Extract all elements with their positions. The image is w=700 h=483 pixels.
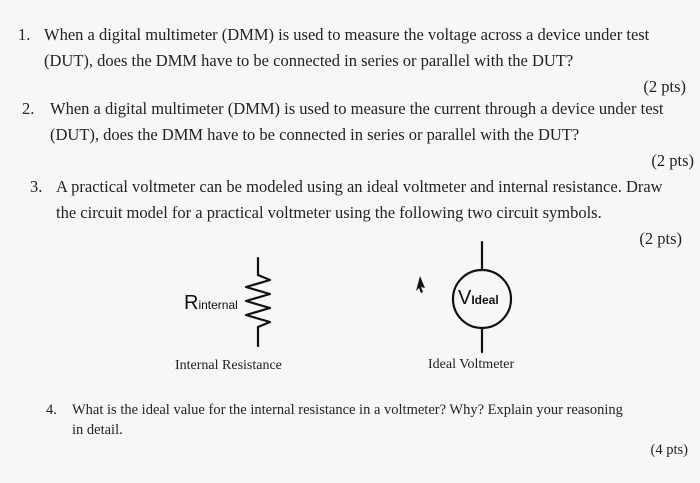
question-3-line-2: the circuit model for a practical voltmeter using the following two circuit symbols. [56, 203, 602, 222]
question-4-points: (4 pts) [650, 442, 688, 458]
question-3-line-1: A practical voltmeter can be modeled using an ideal voltmeter and internal resistance. Draw [56, 177, 663, 196]
voltmeter-label-main: V [458, 287, 472, 309]
question-1-points: (2 pts) [643, 77, 686, 96]
question-4 [46, 400, 688, 458]
question-1 [18, 22, 686, 96]
question-1-line-2: (DUT), does the DMM have to be connected in series or parallel with the DUT? [44, 51, 574, 70]
question-1-number: 1. [18, 25, 31, 44]
resistor-caption: Internal Resistance [175, 358, 282, 373]
cursor-icon [416, 276, 425, 293]
question-2 [22, 96, 694, 170]
question-2-line-1: When a digital multimeter (DMM) is used to measure the current through a device under test [50, 99, 664, 118]
question-1-line-1: When a digital multimeter (DMM) is used to measure the voltage across a device under test [44, 25, 650, 44]
resistor-symbol [246, 258, 270, 346]
question-2-points: (2 pts) [651, 151, 694, 170]
resistor-label [184, 292, 238, 315]
question-3-number: 3. [30, 177, 43, 196]
question-4-line-1: What is the ideal value for the internal resistance in a voltmeter? Why? Explain your reasoning [72, 402, 623, 418]
question-4-line-2: in detail. [72, 422, 123, 438]
question-4-number: 4. [46, 402, 57, 418]
question-3 [30, 174, 682, 248]
voltmeter-label-sub: Ideal [471, 293, 499, 307]
question-3-points: (2 pts) [639, 229, 682, 248]
resistor-label-main: R [184, 292, 199, 314]
question-2-line-2: (DUT), does the DMM have to be connected in series or parallel with the DUT? [50, 125, 580, 144]
voltmeter-label [458, 287, 499, 310]
voltmeter-caption: Ideal Voltmeter [428, 357, 515, 372]
question-2-number: 2. [22, 99, 35, 118]
resistor-label-sub: internal [198, 298, 238, 312]
